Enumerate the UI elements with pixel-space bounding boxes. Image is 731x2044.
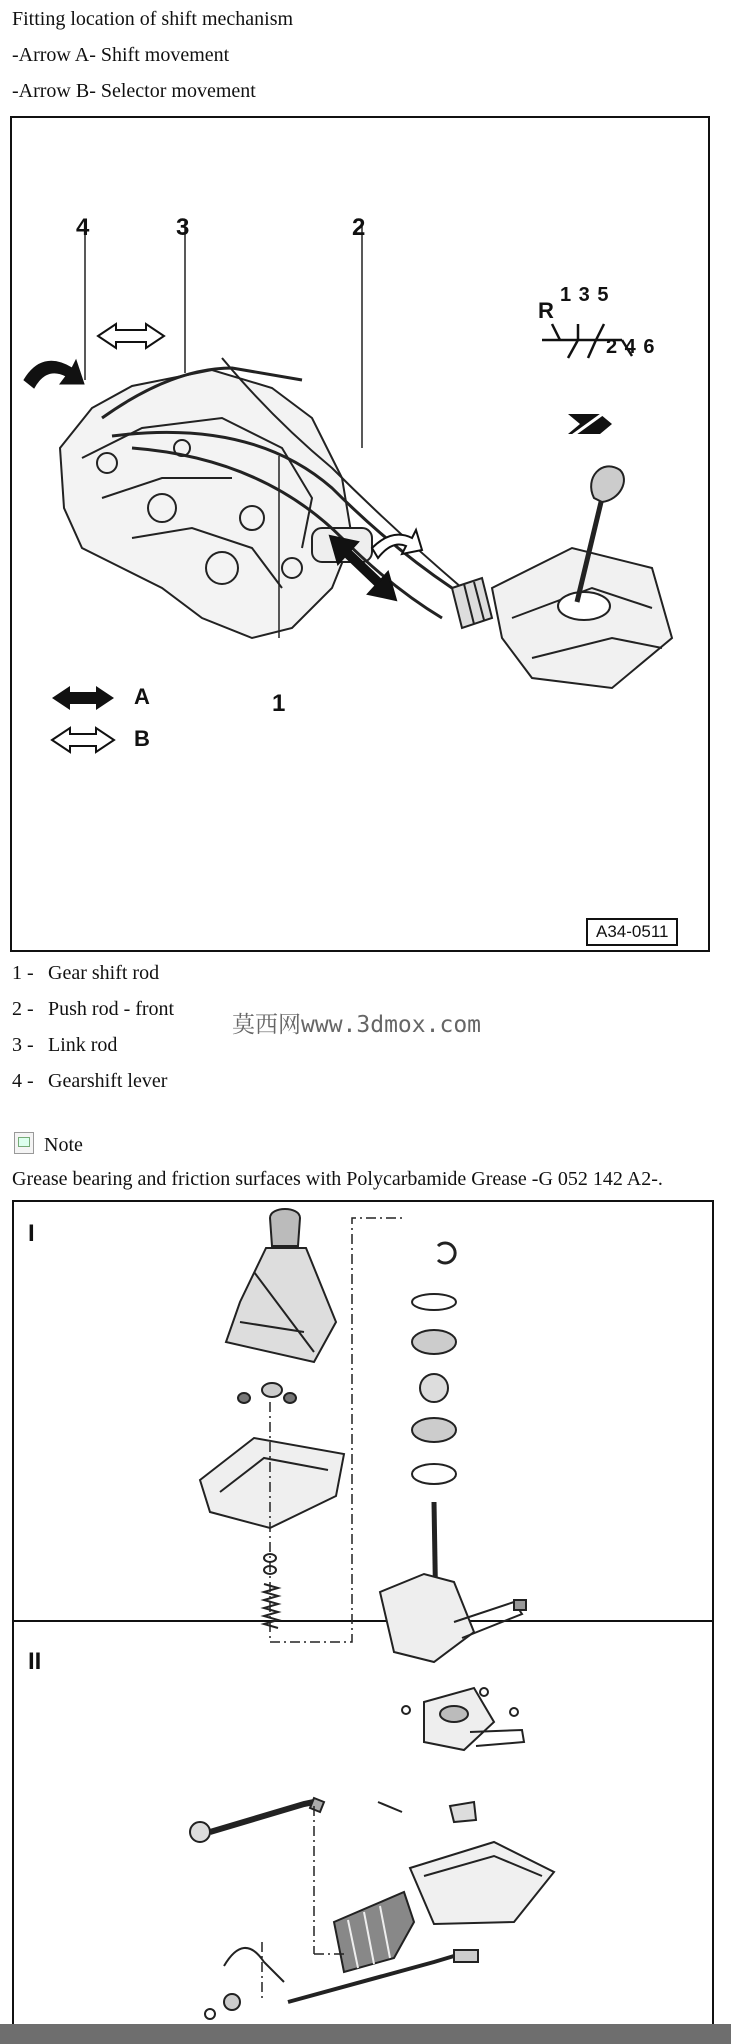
legend-item <box>12 962 159 985</box>
legend-number: 3 - <box>12 1034 34 1056</box>
callout-1: 1 <box>272 690 286 717</box>
legend-item <box>12 1034 117 1057</box>
shift-mechanism-figure <box>10 116 710 952</box>
exploded-view-figure <box>12 1200 714 2030</box>
legend-a-label: A <box>134 684 150 709</box>
note-label: Note <box>44 1134 83 1156</box>
callout-3: 3 <box>176 214 190 241</box>
legend-item <box>12 1070 167 1093</box>
watermark-text: 莫西网www.3dmox.com <box>232 1012 482 1038</box>
legend-text: Link rod <box>48 1034 118 1056</box>
panel-2-label: II <box>28 1648 42 1675</box>
shift-mechanism-drawing <box>12 118 712 954</box>
legend-text: Gearshift lever <box>48 1070 168 1092</box>
note-heading <box>14 1132 83 1157</box>
legend-number: 2 - <box>12 998 34 1020</box>
callout-2: 2 <box>352 214 366 241</box>
arrow-b-description: -Arrow B- Selector movement <box>12 80 256 102</box>
legend-item <box>12 998 174 1021</box>
gear-odd-label: 1 3 5 <box>560 284 610 306</box>
gear-even-label: 2 4 6 <box>606 336 656 358</box>
exploded-view-drawing <box>14 1202 716 2032</box>
gear-reverse-label: R <box>538 298 554 323</box>
legend-text: Gear shift rod <box>48 962 160 984</box>
page-title: Fitting location of shift mechanism <box>12 8 294 30</box>
arrow-a-description: -Arrow A- Shift movement <box>12 44 230 66</box>
bottom-scroll-strip <box>0 2024 731 2044</box>
panel-1-label: I <box>28 1220 35 1247</box>
callout-4: 4 <box>76 214 90 241</box>
note-icon <box>14 1132 34 1154</box>
legend-number: 1 - <box>12 962 34 984</box>
legend-text: Push rod - front <box>48 998 175 1020</box>
legend-number: 4 - <box>12 1070 34 1092</box>
note-text: Grease bearing and friction surfaces with Polycarbamide Grease -G 052 142 A2-. <box>12 1168 663 1190</box>
legend-b-label: B <box>134 726 150 751</box>
figure-id-stamp: A34-0511 <box>586 918 678 946</box>
